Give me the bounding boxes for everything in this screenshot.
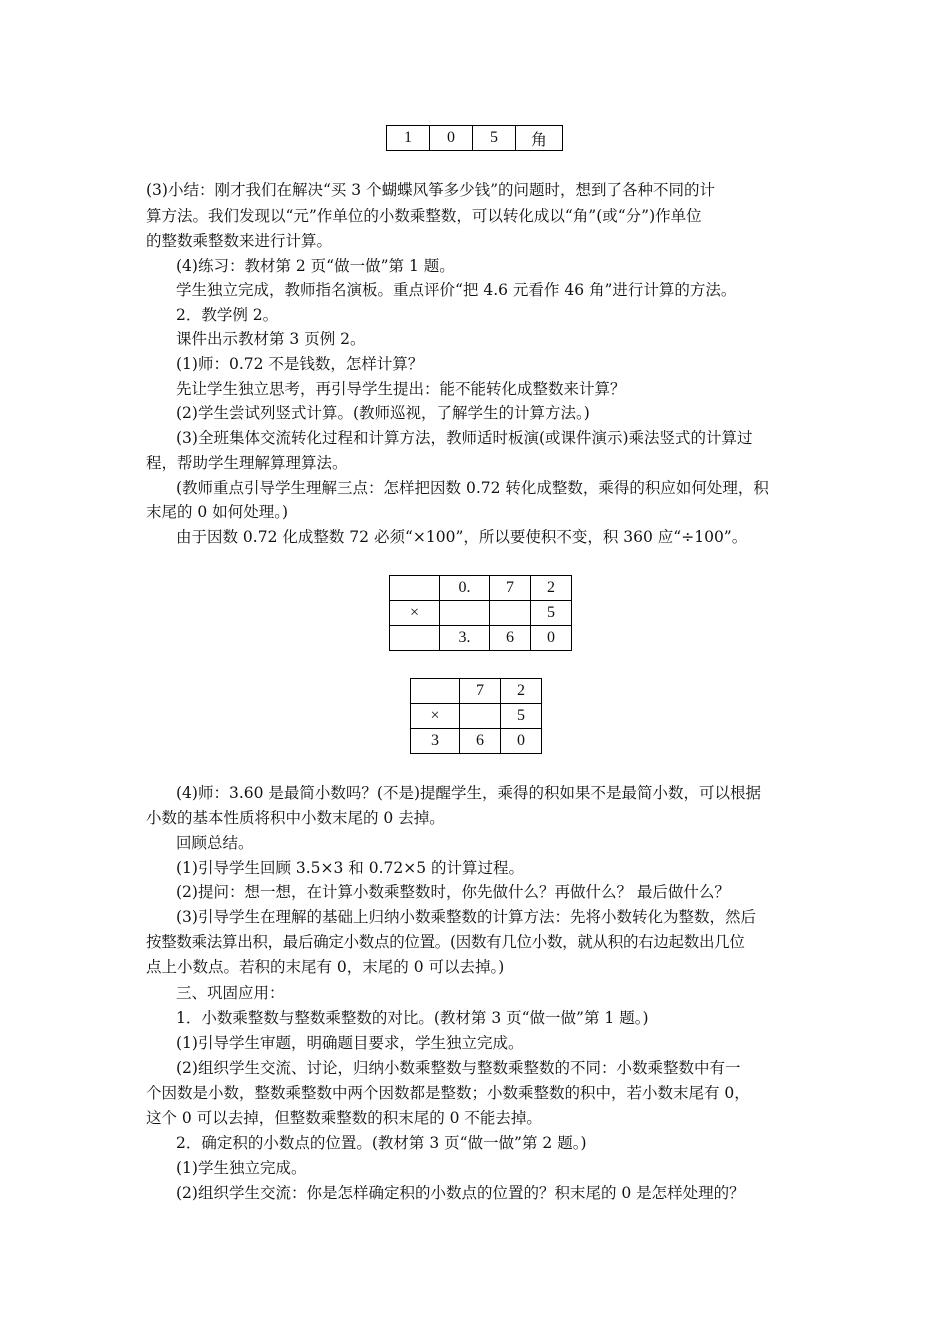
table-row <box>390 626 572 651</box>
text-line: 学生独立完成，教师指名演板。重点评价“把 4.6 元看作 46 角”进行计算的方法。 <box>176 281 737 299</box>
table-row <box>390 576 572 601</box>
text-line: 小数的基本性质将积中小数末尾的 0 去掉。 <box>146 809 445 827</box>
text-line: 算方法。我们发现以“元”作单位的小数乘整数，可以转化成以“角”(或“分”)作单位 <box>146 207 702 225</box>
table-cell: 6 <box>460 729 501 754</box>
text-line: 课件出示教材第 3 页例 2。 <box>176 330 366 348</box>
table-cell: 5 <box>531 601 572 626</box>
text-line: (2)提问：想一想，在计算小数乘整数时，你先做什么？再做什么？ 最后做什么？ <box>176 883 730 901</box>
table-cell: 3. <box>440 626 490 651</box>
text-line: 末尾的 0 如何处理。) <box>146 503 289 521</box>
table-cell: 2 <box>531 576 572 601</box>
table-cell: 7 <box>460 679 501 704</box>
text-line: (教师重点引导学生理解三点：怎样把因数 0.72 转化成整数，乘得的积应如何处理，积 <box>176 479 769 497</box>
text-line: 的整数乘整数来进行计算。 <box>146 232 333 250</box>
table-row <box>387 126 563 151</box>
table-row <box>390 601 572 626</box>
text-line: (3)引导学生在理解的基础上归纳小数乘整数的计算方法：先将小数转化为整数，然后 <box>176 908 756 926</box>
table-cell: 2 <box>501 679 542 704</box>
text-line: 回顾总结。 <box>176 834 254 852</box>
integer-multiplication-table <box>410 678 542 754</box>
table-cell <box>390 576 440 601</box>
text-line: (3)全班集体交流转化过程和计算方法，教师适时板演(或课件演示)乘法竖式的计算过 <box>176 429 753 447</box>
text-line: 程，帮助学生理解算理算法。 <box>146 454 348 472</box>
text-line: (2)组织学生交流、讨论，归纳小数乘整数与整数乘整数的不同：小数乘整数中有一 <box>176 1059 741 1077</box>
table-cell: 0 <box>501 729 542 754</box>
table-row <box>411 704 542 729</box>
table-row <box>411 679 542 704</box>
text-line: 按整数乘法算出积，最后确定小数点的位置。(因数有几位小数，就从积的右边起数出几位 <box>146 933 745 951</box>
table-cell: 0 <box>531 626 572 651</box>
table-cell <box>440 601 490 626</box>
text-line: 由于因数 0.72 化成整数 72 必须“×100”，所以要使积不变，积 360 应“÷100”。 <box>176 528 748 546</box>
decimal-multiplication-table <box>389 575 572 651</box>
text-line: 先让学生独立思考，再引导学生提出：能不能转化成整数来计算？ <box>176 380 626 398</box>
table-cell <box>390 626 440 651</box>
text-line: (1)引导学生审题，明确题目要求，学生独立完成。 <box>176 1034 524 1052</box>
text-line: 2．教学例 2。 <box>176 306 279 324</box>
table-cell: 5 <box>473 126 516 151</box>
text-line: (1)引导学生回顾 3.5×3 和 0.72×5 的计算过程。 <box>176 859 525 877</box>
table-cell: 3 <box>411 729 460 754</box>
text-line: 点上小数点。若积的末尾有 0，末尾的 0 可以去掉。) <box>146 958 505 976</box>
text-line: (1)师：0.72 不是钱数，怎样计算？ <box>176 355 424 373</box>
table-cell: 0. <box>440 576 490 601</box>
text-line: 1．小数乘整数与整数乘整数的对比。(教材第 3 页“做一做”第 1 题。) <box>176 1009 649 1027</box>
table-cell: 5 <box>501 704 542 729</box>
table-cell: 6 <box>490 626 531 651</box>
text-line: (4)师：3.60 是最简小数吗？(不是)提醒学生，乘得的积如果不是最简小数，可以根据 <box>176 784 761 802</box>
text-line: (2)学生尝试列竖式计算。(教师巡视，了解学生的计算方法。) <box>176 404 590 422</box>
table-cell <box>460 704 501 729</box>
text-line: (2)组织学生交流：你是怎样确定积的小数点的位置的？积末尾的 0 是怎样处理的？ <box>176 1184 745 1202</box>
text-line: 个因数是小数，整数乘整数中两个因数都是整数；小数乘整数的积中，若小数末尾有 0， <box>146 1084 750 1102</box>
table-cell <box>411 679 460 704</box>
text-line: 2．确定积的小数点的位置。(教材第 3 页“做一做”第 2 题。) <box>176 1134 587 1152</box>
text-line: 这个 0 可以去掉，但整数乘整数的积末尾的 0 不能去掉。 <box>146 1109 542 1127</box>
text-line: (4)练习：教材第 2 页“做一做”第 1 题。 <box>176 257 455 275</box>
table-cell: × <box>411 704 460 729</box>
table-cell: 7 <box>490 576 531 601</box>
table-cell <box>490 601 531 626</box>
text-line: (3)小结：刚才我们在解决“买 3 个蝴蝶风筝多少钱”的问题时，想到了各种不同的计 <box>146 181 716 199</box>
table-cell: × <box>390 601 440 626</box>
table-cell: 1 <box>387 126 430 151</box>
table-row <box>411 729 542 754</box>
text-line: 三、巩固应用： <box>176 984 285 1002</box>
table-cell: 角 <box>516 126 563 151</box>
unit-conversion-table <box>386 125 563 151</box>
text-line: (1)学生独立完成。 <box>176 1159 307 1177</box>
table-cell: 0 <box>430 126 473 151</box>
